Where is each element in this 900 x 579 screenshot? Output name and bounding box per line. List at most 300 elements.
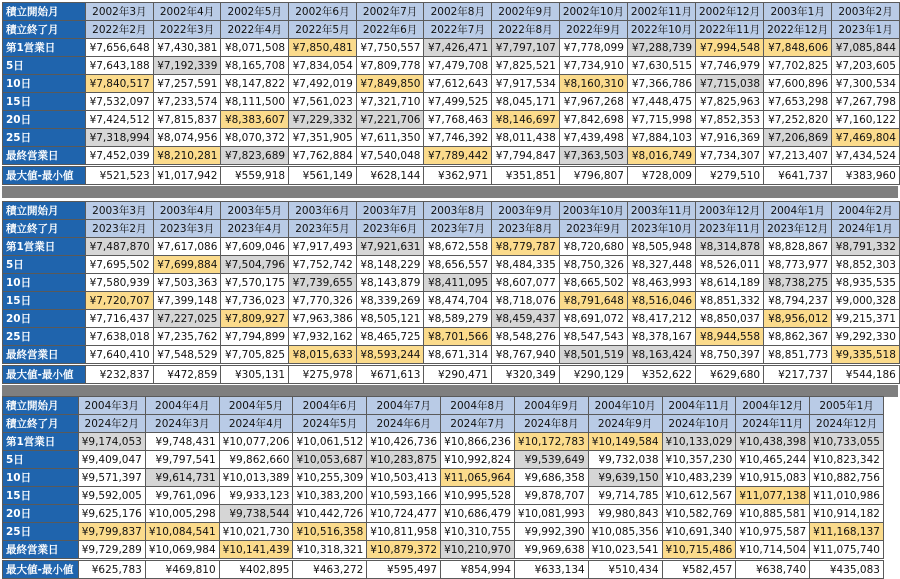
end-month-cell: 2024年12月 (810, 415, 884, 433)
table-row (3, 346, 900, 364)
start-month-cell: 2002年6月 (289, 3, 357, 21)
value-cell: ¥10,255,309 (293, 469, 367, 487)
row-label: 15日 (3, 93, 86, 111)
value-cell: ¥8,779,787 (492, 238, 560, 256)
value-cell: ¥8,465,725 (356, 328, 424, 346)
value-cell: ¥8,773,977 (764, 256, 832, 274)
value-cell: ¥10,084,541 (145, 523, 219, 541)
table-row (3, 39, 900, 57)
start-month-cell: 2003年7月 (356, 202, 424, 220)
value-cell: ¥7,967,268 (559, 93, 627, 111)
value-cell: ¥9,729,289 (78, 541, 145, 559)
value-cell: ¥9,738,544 (219, 505, 293, 523)
value-cell: ¥9,797,541 (145, 451, 219, 469)
value-cell: ¥9,714,785 (588, 487, 662, 505)
diff-cell: ¥472,859 (153, 366, 221, 384)
empty-cell (883, 561, 899, 579)
value-cell: ¥7,715,998 (627, 111, 695, 129)
value-cell: ¥7,834,054 (289, 57, 357, 75)
value-cell: ¥7,842,698 (559, 111, 627, 129)
end-month-cell: 2022年2月 (86, 21, 154, 39)
value-cell: ¥10,691,340 (662, 523, 736, 541)
value-cell: ¥7,227,025 (153, 310, 221, 328)
value-cell: ¥7,617,086 (153, 238, 221, 256)
value-cell: ¥7,318,994 (86, 129, 154, 147)
start-month-cell: 2003年5月 (221, 202, 289, 220)
value-cell: ¥10,013,389 (219, 469, 293, 487)
diff-cell: ¥629,680 (696, 366, 764, 384)
value-cell: ¥9,732,038 (588, 451, 662, 469)
table-row (3, 292, 900, 310)
value-cell: ¥7,884,103 (627, 129, 695, 147)
end-month-cell: 2024年4月 (219, 415, 293, 433)
value-cell: ¥8,146,697 (492, 111, 560, 129)
value-cell: ¥9,639,150 (588, 469, 662, 487)
value-cell: ¥8,750,326 (559, 256, 627, 274)
value-cell: ¥7,809,927 (221, 310, 289, 328)
value-cell: ¥8,074,956 (153, 129, 221, 147)
table-row (3, 75, 900, 93)
value-cell: ¥11,168,137 (810, 523, 884, 541)
row-label: 10日 (3, 469, 79, 487)
value-cell: ¥7,363,503 (559, 147, 627, 165)
end-month-cell: 2022年3月 (153, 21, 221, 39)
value-cell: ¥8,614,189 (696, 274, 764, 292)
value-cell: ¥9,614,731 (145, 469, 219, 487)
value-cell: ¥9,292,330 (832, 328, 900, 346)
value-cell: ¥10,975,587 (736, 523, 810, 541)
end-month-label: 積立終了月 (3, 415, 79, 433)
table-row (3, 541, 900, 559)
value-cell: ¥7,499,525 (424, 93, 492, 111)
value-cell: ¥7,825,521 (492, 57, 560, 75)
value-cell: ¥7,548,529 (153, 346, 221, 364)
diff-cell: ¥559,918 (221, 167, 289, 185)
value-cell: ¥8,016,749 (627, 147, 695, 165)
diff-cell: ¥1,017,942 (153, 167, 221, 185)
table-row (3, 238, 900, 256)
end-month-cell: 2023年6月 (356, 220, 424, 238)
value-cell: ¥7,789,442 (424, 147, 492, 165)
value-cell: ¥7,540,048 (356, 147, 424, 165)
value-cell: ¥7,932,162 (289, 328, 357, 346)
end-month-label: 積立終了月 (3, 21, 86, 39)
value-cell: ¥7,739,655 (289, 274, 357, 292)
value-cell: ¥10,465,244 (736, 451, 810, 469)
end-month-cell: 2024年2月 (78, 415, 145, 433)
value-cell: ¥10,069,984 (145, 541, 219, 559)
value-cell: ¥8,850,037 (696, 310, 764, 328)
value-cell: ¥7,399,148 (153, 292, 221, 310)
start-month-cell: 2004年7月 (367, 397, 441, 415)
value-cell: ¥9,539,649 (514, 451, 588, 469)
table-row (3, 433, 900, 451)
table-row (3, 469, 900, 487)
value-cell: ¥10,021,730 (219, 523, 293, 541)
value-cell: ¥8,701,566 (424, 328, 492, 346)
value-cell: ¥9,571,397 (78, 469, 145, 487)
diff-cell: ¥625,783 (78, 561, 145, 579)
value-cell: ¥9,761,096 (145, 487, 219, 505)
value-cell: ¥7,643,188 (86, 57, 154, 75)
value-cell: ¥8,851,773 (764, 346, 832, 364)
value-cell: ¥9,933,123 (219, 487, 293, 505)
value-cell: ¥7,963,386 (289, 310, 357, 328)
empty-cell (883, 433, 899, 451)
value-cell: ¥8,672,558 (424, 238, 492, 256)
value-cell: ¥8,165,708 (221, 57, 289, 75)
diff-cell: ¥232,837 (86, 366, 154, 384)
end-month-cell: 2023年8月 (492, 220, 560, 238)
value-cell: ¥10,081,993 (514, 505, 588, 523)
end-month-cell: 2022年6月 (356, 21, 424, 39)
value-cell: ¥10,483,239 (662, 469, 736, 487)
value-cell: ¥7,213,407 (764, 147, 832, 165)
start-month-cell: 2002年12月 (696, 3, 764, 21)
value-cell: ¥7,321,710 (356, 93, 424, 111)
value-cell: ¥7,794,847 (492, 147, 560, 165)
empty-cell (883, 415, 899, 433)
value-cell: ¥10,442,726 (293, 505, 367, 523)
value-cell: ¥7,426,471 (424, 39, 492, 57)
value-cell: ¥7,762,884 (289, 147, 357, 165)
value-cell: ¥11,010,986 (810, 487, 884, 505)
end-month-cell: 2022年11月 (696, 21, 764, 39)
value-cell: ¥7,085,844 (832, 39, 900, 57)
end-month-cell: 2022年8月 (492, 21, 560, 39)
start-month-cell: 2003年11月 (627, 202, 695, 220)
empty-cell (883, 523, 899, 541)
end-month-cell: 2023年10月 (627, 220, 695, 238)
value-cell: ¥7,750,557 (356, 39, 424, 57)
value-cell: ¥10,438,398 (736, 433, 810, 451)
diff-label: 最大値-最小値 (3, 167, 86, 185)
value-cell: ¥9,980,843 (588, 505, 662, 523)
value-cell: ¥9,686,358 (514, 469, 588, 487)
row-label: 15日 (3, 487, 79, 505)
value-cell: ¥8,163,424 (627, 346, 695, 364)
table-row (3, 93, 900, 111)
value-cell: ¥8,071,508 (221, 39, 289, 57)
diff-cell: ¥728,009 (627, 167, 695, 185)
row-label: 10日 (3, 75, 86, 93)
value-cell: ¥9,000,328 (832, 292, 900, 310)
value-cell: ¥7,699,884 (153, 256, 221, 274)
value-cell: ¥7,702,825 (764, 57, 832, 75)
value-cell: ¥8,720,680 (559, 238, 627, 256)
value-cell: ¥8,143,879 (356, 274, 424, 292)
value-cell: ¥7,206,869 (764, 129, 832, 147)
value-cell: ¥7,252,820 (764, 111, 832, 129)
diff-cell: ¥290,129 (559, 366, 627, 384)
value-cell: ¥8,505,948 (627, 238, 695, 256)
value-cell: ¥10,357,230 (662, 451, 736, 469)
value-cell: ¥8,045,171 (492, 93, 560, 111)
diff-cell: ¥796,807 (559, 167, 627, 185)
value-cell: ¥7,850,481 (289, 39, 357, 57)
value-cell: ¥10,318,321 (293, 541, 367, 559)
row-label: 25日 (3, 129, 86, 147)
value-cell: ¥8,828,867 (764, 238, 832, 256)
diff-cell: ¥633,134 (514, 561, 588, 579)
table-row (3, 111, 900, 129)
table-row (3, 328, 900, 346)
diff-cell: ¥582,457 (662, 561, 736, 579)
start-month-cell: 2002年10月 (559, 3, 627, 21)
value-cell: ¥8,011,438 (492, 129, 560, 147)
value-cell: ¥8,516,046 (627, 292, 695, 310)
row-label: 5日 (3, 451, 79, 469)
value-cell: ¥8,459,437 (492, 310, 560, 328)
table-row (3, 57, 900, 75)
value-cell: ¥7,430,381 (153, 39, 221, 57)
value-cell: ¥7,366,786 (627, 75, 695, 93)
value-cell: ¥10,879,372 (367, 541, 441, 559)
value-cell: ¥7,351,905 (289, 129, 357, 147)
diff-cell: ¥854,994 (441, 561, 515, 579)
value-cell: ¥7,768,463 (424, 111, 492, 129)
value-cell: ¥7,849,850 (356, 75, 424, 93)
value-cell: ¥7,503,363 (153, 274, 221, 292)
diff-cell: ¥510,434 (588, 561, 662, 579)
value-cell: ¥8,862,367 (764, 328, 832, 346)
value-cell: ¥7,630,515 (627, 57, 695, 75)
value-cell: ¥7,221,706 (356, 111, 424, 129)
value-cell: ¥7,233,574 (153, 93, 221, 111)
start-month-cell: 2003年1月 (764, 3, 832, 21)
value-cell: ¥8,956,012 (764, 310, 832, 328)
value-cell: ¥7,504,796 (221, 256, 289, 274)
value-cell: ¥7,487,870 (86, 238, 154, 256)
start-month-cell: 2002年4月 (153, 3, 221, 21)
row-label: 25日 (3, 523, 79, 541)
value-cell: ¥7,994,548 (696, 39, 764, 57)
diff-cell: ¥561,149 (289, 167, 357, 185)
value-cell: ¥8,526,011 (696, 256, 764, 274)
diff-cell: ¥469,810 (145, 561, 219, 579)
row-label: 20日 (3, 111, 86, 129)
row-label: 第1営業日 (3, 238, 86, 256)
value-cell: ¥10,612,567 (662, 487, 736, 505)
end-month-cell: 2023年1月 (832, 21, 900, 39)
start-month-cell: 2003年8月 (424, 202, 492, 220)
start-month-cell: 2002年3月 (86, 3, 154, 21)
value-cell: ¥7,848,606 (764, 39, 832, 57)
end-month-cell: 2023年9月 (559, 220, 627, 238)
value-cell: ¥7,917,534 (492, 75, 560, 93)
value-cell: ¥7,653,298 (764, 93, 832, 111)
value-cell: ¥10,686,479 (441, 505, 515, 523)
diff-cell: ¥544,186 (832, 366, 900, 384)
value-cell: ¥7,288,739 (627, 39, 695, 57)
value-cell: ¥8,548,276 (492, 328, 560, 346)
value-cell: ¥9,335,518 (832, 346, 900, 364)
end-month-cell: 2022年10月 (627, 21, 695, 39)
value-cell: ¥7,192,339 (153, 57, 221, 75)
value-cell: ¥8,691,072 (559, 310, 627, 328)
value-cell: ¥8,378,167 (627, 328, 695, 346)
start-month-cell: 2002年7月 (356, 3, 424, 21)
start-month-cell: 2004年1月 (764, 202, 832, 220)
value-cell: ¥8,593,244 (356, 346, 424, 364)
value-cell: ¥7,561,023 (289, 93, 357, 111)
value-cell: ¥8,794,237 (764, 292, 832, 310)
value-cell: ¥7,797,107 (492, 39, 560, 57)
table-block-2003 (2, 201, 900, 384)
value-cell: ¥10,811,958 (367, 523, 441, 541)
end-month-cell: 2023年3月 (153, 220, 221, 238)
start-month-cell: 2004年4月 (145, 397, 219, 415)
value-cell: ¥10,141,439 (219, 541, 293, 559)
value-cell: ¥8,327,448 (627, 256, 695, 274)
start-month-cell: 2004年9月 (514, 397, 588, 415)
row-label: 最終営業日 (3, 346, 86, 364)
value-cell: ¥7,532,097 (86, 93, 154, 111)
value-cell: ¥10,915,083 (736, 469, 810, 487)
result-table (2, 201, 900, 384)
diff-cell: ¥435,083 (810, 561, 884, 579)
value-cell: ¥7,424,512 (86, 111, 154, 129)
value-cell: ¥10,914,182 (810, 505, 884, 523)
value-cell: ¥8,417,212 (627, 310, 695, 328)
end-month-cell: 2022年12月 (764, 21, 832, 39)
value-cell: ¥8,767,940 (492, 346, 560, 364)
value-cell: ¥8,505,121 (356, 310, 424, 328)
end-month-cell: 2023年7月 (424, 220, 492, 238)
end-month-label: 積立終了月 (3, 220, 86, 238)
value-cell: ¥11,075,740 (810, 541, 884, 559)
value-cell: ¥10,733,055 (810, 433, 884, 451)
value-cell: ¥10,310,755 (441, 523, 515, 541)
value-cell: ¥7,492,019 (289, 75, 357, 93)
table-row (3, 129, 900, 147)
end-month-cell: 2023年5月 (289, 220, 357, 238)
start-month-cell: 2003年2月 (832, 3, 900, 21)
value-cell: ¥8,148,229 (356, 256, 424, 274)
start-month-cell: 2003年4月 (153, 202, 221, 220)
table-row (3, 523, 900, 541)
value-cell: ¥9,215,371 (832, 310, 900, 328)
table-block-2004 (2, 396, 900, 579)
value-cell: ¥10,724,477 (367, 505, 441, 523)
table-row (3, 147, 900, 165)
end-month-cell: 2022年5月 (289, 21, 357, 39)
value-cell: ¥8,738,275 (764, 274, 832, 292)
value-cell: ¥7,448,475 (627, 93, 695, 111)
value-cell: ¥7,695,502 (86, 256, 154, 274)
value-cell: ¥7,469,804 (832, 129, 900, 147)
value-cell: ¥8,671,314 (424, 346, 492, 364)
value-cell: ¥7,794,899 (221, 328, 289, 346)
value-cell: ¥10,866,236 (441, 433, 515, 451)
table-row (3, 274, 900, 292)
value-cell: ¥7,734,910 (559, 57, 627, 75)
value-cell: ¥8,111,500 (221, 93, 289, 111)
value-cell: ¥10,992,824 (441, 451, 515, 469)
diff-cell: ¥638,740 (736, 561, 810, 579)
start-month-cell: 2003年3月 (86, 202, 154, 220)
start-month-cell: 2002年11月 (627, 3, 695, 21)
start-month-cell: 2002年8月 (424, 3, 492, 21)
value-cell: ¥8,589,279 (424, 310, 492, 328)
start-month-cell: 2004年11月 (662, 397, 736, 415)
value-cell: ¥7,434,524 (832, 147, 900, 165)
row-label: 第1営業日 (3, 39, 86, 57)
value-cell: ¥8,791,648 (559, 292, 627, 310)
value-cell: ¥7,656,648 (86, 39, 154, 57)
value-cell: ¥7,921,631 (356, 238, 424, 256)
end-month-cell: 2022年9月 (559, 21, 627, 39)
value-cell: ¥7,439,498 (559, 129, 627, 147)
start-month-cell: 2004年10月 (588, 397, 662, 415)
diff-cell: ¥275,978 (289, 366, 357, 384)
start-month-cell: 2004年6月 (293, 397, 367, 415)
value-cell: ¥10,823,342 (810, 451, 884, 469)
empty-cell (883, 469, 899, 487)
value-cell: ¥7,600,896 (764, 75, 832, 93)
value-cell: ¥10,503,413 (367, 469, 441, 487)
diff-cell: ¥352,622 (627, 366, 695, 384)
value-cell: ¥10,885,581 (736, 505, 810, 523)
row-label: 20日 (3, 505, 79, 523)
value-cell: ¥9,799,837 (78, 523, 145, 541)
end-month-cell: 2023年2月 (86, 220, 154, 238)
diff-cell: ¥351,851 (492, 167, 560, 185)
value-cell: ¥8,015,633 (289, 346, 357, 364)
value-cell: ¥7,479,708 (424, 57, 492, 75)
value-cell: ¥7,916,369 (696, 129, 764, 147)
value-cell: ¥8,147,822 (221, 75, 289, 93)
value-cell: ¥10,714,504 (736, 541, 810, 559)
diff-cell: ¥463,272 (293, 561, 367, 579)
end-month-cell: 2024年3月 (145, 415, 219, 433)
value-cell: ¥8,463,993 (627, 274, 695, 292)
diff-cell: ¥305,131 (221, 366, 289, 384)
value-cell: ¥10,210,970 (441, 541, 515, 559)
value-cell: ¥10,005,298 (145, 505, 219, 523)
start-month-label: 積立開始月 (3, 3, 86, 21)
value-cell: ¥7,229,332 (289, 111, 357, 129)
start-month-cell: 2003年10月 (559, 202, 627, 220)
table-block-2002 (2, 2, 900, 185)
value-cell: ¥7,267,798 (832, 93, 900, 111)
value-cell: ¥7,612,643 (424, 75, 492, 93)
start-month-cell: 2003年9月 (492, 202, 560, 220)
value-cell: ¥7,611,350 (356, 129, 424, 147)
value-cell: ¥7,705,825 (221, 346, 289, 364)
end-month-cell: 2023年12月 (764, 220, 832, 238)
start-month-cell: 2004年5月 (219, 397, 293, 415)
value-cell: ¥10,085,356 (588, 523, 662, 541)
value-cell: ¥9,862,660 (219, 451, 293, 469)
diff-cell: ¥217,737 (764, 366, 832, 384)
value-cell: ¥7,734,307 (696, 147, 764, 165)
value-cell: ¥10,593,166 (367, 487, 441, 505)
value-cell: ¥11,077,138 (736, 487, 810, 505)
end-month-cell: 2024年9月 (588, 415, 662, 433)
value-cell: ¥9,592,005 (78, 487, 145, 505)
value-cell: ¥7,736,023 (221, 292, 289, 310)
value-cell: ¥8,314,878 (696, 238, 764, 256)
start-month-cell: 2002年9月 (492, 3, 560, 21)
diff-cell: ¥290,471 (424, 366, 492, 384)
value-cell: ¥9,625,176 (78, 505, 145, 523)
value-cell: ¥7,203,605 (832, 57, 900, 75)
end-month-cell: 2022年7月 (424, 21, 492, 39)
end-month-cell: 2024年6月 (367, 415, 441, 433)
table-row (3, 451, 900, 469)
diff-cell: ¥521,523 (86, 167, 154, 185)
